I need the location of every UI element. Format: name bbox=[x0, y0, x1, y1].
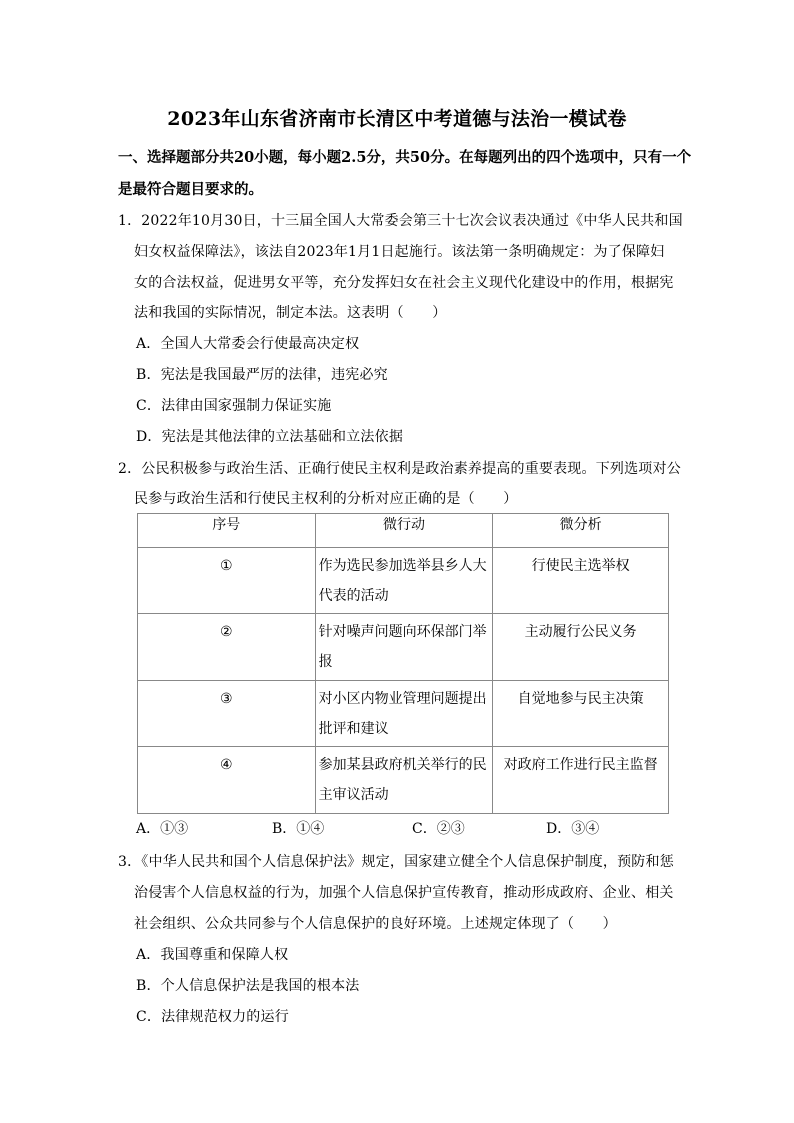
q3-stem-line-1: 3．《中华人民共和国个人信息保护法》规定，国家建立健全个人信息保护制度，预防和惩 bbox=[118, 854, 674, 870]
row-action-line-1: 对小区内物业管理问题提出 bbox=[318, 691, 487, 707]
row-action-line-1: 作为选民参加选举县乡人大 bbox=[318, 558, 487, 574]
q1-stem-line-4: 法和我国的实际情况，制定本法。这表明（ ） bbox=[134, 305, 447, 321]
q2-stem-line-2: 民参与政治生活和行使民主权利的分析对应正确的是（ ） bbox=[134, 491, 518, 507]
q1-option-a: A．全国人大常委会行使最高决定权 bbox=[136, 336, 360, 352]
header-analysis: 微分析 bbox=[493, 514, 669, 548]
exam-title: 2023年山东省济南市长清区中考道德与法治一模试卷 bbox=[167, 108, 627, 130]
table-row bbox=[138, 681, 669, 747]
row-number: ④ bbox=[220, 757, 233, 773]
q2-stem-line-1: 2．公民积极参与政治生活、正确行使民主权利是政治素养提高的重要表现。下列选项对公 bbox=[118, 461, 681, 477]
section-heading-line-2: 是最符合题目要求的。 bbox=[118, 181, 263, 198]
row-action-line-2: 主审议活动 bbox=[318, 787, 389, 803]
row-analysis: 自觉地参与民主决策 bbox=[517, 691, 644, 707]
row-action-line-1: 针对噪声问题向环保部门举 bbox=[318, 624, 487, 640]
row-action-line-2: 代表的活动 bbox=[318, 588, 389, 604]
q3-option-c: C．法律规范权力的运行 bbox=[136, 1009, 289, 1025]
q3-stem-line-2: 治侵害个人信息权益的行为，加强个人信息保护宣传教育，推动形成政府、企业、相关 bbox=[134, 885, 674, 901]
table-row bbox=[138, 614, 669, 681]
table-header-row bbox=[138, 514, 669, 548]
row-number: ③ bbox=[220, 691, 233, 707]
header-number: 序号 bbox=[138, 514, 316, 548]
q2-table bbox=[137, 513, 669, 814]
q2-choice-d: D．③④ bbox=[546, 821, 600, 837]
q1-stem-line-1: 1．2022年10月30日，十三届全国人大常委会第三十七次会议表决通过《中华人民共和国 bbox=[118, 213, 683, 229]
q1-option-b: B．宪法是我国最严厉的法律，违宪必究 bbox=[136, 367, 388, 383]
row-action-line-2: 报 bbox=[318, 654, 333, 670]
q1-option-d: D．宪法是其他法律的立法基础和立法依据 bbox=[136, 429, 404, 445]
q2-choice-a: A．①③ bbox=[136, 821, 189, 837]
section-heading-line-1: 一、选择题部分共20小题，每小题2.5分，共50分。在每题列出的四个选项中，只有一个 bbox=[118, 149, 692, 166]
row-analysis: 行使民主选举权 bbox=[531, 558, 630, 574]
q3-stem-line-3: 社会组织、公众共同参与个人信息保护的良好环境。上述规定体现了（ ） bbox=[134, 916, 617, 932]
q3-option-a: A．我国尊重和保障人权 bbox=[136, 947, 289, 963]
row-number: ② bbox=[220, 624, 233, 640]
row-analysis: 主动履行公民义务 bbox=[524, 624, 637, 640]
row-analysis: 对政府工作进行民主监督 bbox=[503, 757, 658, 773]
header-action: 微行动 bbox=[315, 514, 493, 548]
q2-choice-b: B．①④ bbox=[272, 821, 325, 837]
q3-option-b: B．个人信息保护法是我国的根本法 bbox=[136, 978, 360, 994]
row-number: ① bbox=[220, 558, 233, 574]
table-row bbox=[138, 747, 669, 814]
q1-stem-line-3: 女的合法权益，促进男女平等，充分发挥妇女在社会主义现代化建设中的作用，根据宪 bbox=[134, 275, 674, 291]
row-action-line-1: 参加某县政府机关举行的民 bbox=[318, 757, 487, 773]
q1-stem-line-2: 妇女权益保障法》，该法自2023年1月1日起施行。该法第一条明确规定：为了保障妇 bbox=[134, 244, 665, 260]
q2-choice-c: C．②③ bbox=[412, 821, 465, 837]
table-row bbox=[138, 548, 669, 614]
q1-option-c: C．法律由国家强制力保证实施 bbox=[136, 398, 332, 414]
row-action-line-2: 批评和建议 bbox=[318, 721, 389, 737]
